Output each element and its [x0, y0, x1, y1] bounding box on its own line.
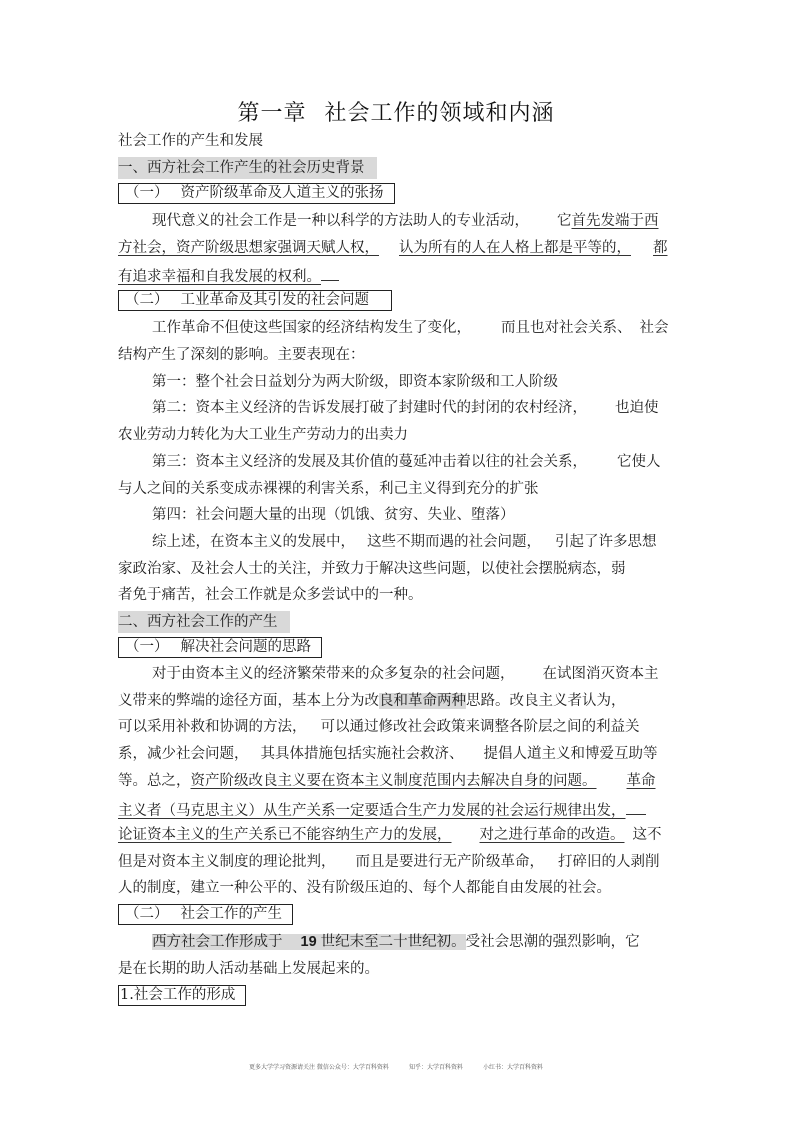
- chapter-title: [0, 96, 792, 127]
- list-item: 第二：资本主义经济的告诉发展打破了封建时代的封闭的农村经济， 也迫使: [152, 400, 659, 416]
- paragraph-line: 者免于痛苦，社会工作就是众多尝试中的一种。: [118, 587, 423, 603]
- list-item: 第一：整个社会日益划分为两大阶级，即资本家阶级和工人阶级: [152, 374, 558, 390]
- paragraph-line: 等。总之，资产阶级改良主义要在资本主义制度范围内去解决自身的问题。 革命: [118, 773, 656, 789]
- paragraph-line: 现代意义的社会工作是一种以科学的方法助人的专业活动， 它首先发端于西: [152, 213, 659, 229]
- footer-note: 更多大学学习资源请关注 微信公众号：大学百科资料 知乎：大学百科资料 小红书：大学百科资料: [249, 1064, 543, 1071]
- paragraph-line: 系，减少社会问题， 其具体措施包括实施社会救济、 提倡人道主义和博爱互助等: [118, 746, 658, 762]
- list-item-cont: 与人之间的关系变成赤裸裸的利害关系，利己主义得到充分的扩张: [118, 481, 539, 497]
- paragraph-line: 义带来的弊端的途径方面，基本上分为改良和革命两种思路。改良主义者认为，: [118, 693, 626, 709]
- list-item: 第四：社会问题大量的出现（饥饿、贫穷、失业、堕落）: [152, 507, 515, 523]
- section1-sub1-heading: （一） 资产阶级革命及人道主义的张扬: [118, 183, 674, 204]
- chapter-number: 第一章: [237, 101, 307, 126]
- paragraph-line: 家政治家、及社会人士的关注，并致力于解决这些问题，以使社会摆脱病态，弱: [118, 561, 626, 577]
- paragraph-line: 对于由资本主义的经济繁荣带来的众多复杂的社会问题， 在试图消灭资本主: [152, 666, 659, 682]
- paragraph-line: 论证资本主义的生产关系已不能容纳生产力的发展， 对之进行革命的改造。 这不: [118, 827, 662, 843]
- paragraph-line: 结构产生了深刻的影响。主要表现在：: [118, 347, 365, 363]
- list-item: 第三：资本主义经济的发展及其价值的蔓延冲击着以往的社会关系， 它使人: [152, 454, 661, 470]
- section2-sub2-heading: （二） 社会工作的产生: [118, 904, 674, 925]
- paragraph-line: 但是对资本主义制度的理论批判， 而且是要进行无产阶级革命， 打碎旧的人剥削: [118, 854, 660, 870]
- section1-heading: 一、西方社会工作产生的社会历史背景: [118, 157, 674, 179]
- paragraph-line: 西方社会工作形成于 19 世纪末至二十世纪初。受社会思潮的强烈影响，它: [152, 934, 640, 950]
- paragraph-line: 可以采用补救和协调的方法， 可以通过修改社会政策来调整各阶层之间的利益关: [118, 719, 640, 735]
- paragraph-line: 有追求幸福和自我发展的权利。: [118, 264, 674, 287]
- paragraph-line: 综上述，在资本主义的发展中， 这些不期而遇的社会问题， 引起了许多思想: [152, 534, 657, 550]
- paragraph-line: 方社会，资产阶级思想家强调天赋人权， 认为所有的人在人格上都是平等的， 都: [118, 240, 668, 256]
- section2-sub3-heading: 1.社会工作的形成: [118, 985, 674, 1006]
- section2-heading: 二、西方社会工作的产生: [118, 611, 674, 633]
- paragraph-line: 工作革命不但使这些国家的经济结构发生了变化， 而且也对社会关系、 社会: [152, 320, 669, 336]
- section1-sub2-heading: （二） 工业革命及其引发的社会问题: [118, 290, 674, 311]
- section2-sub1-heading: （一） 解决社会问题的思路: [118, 637, 674, 658]
- intro-heading: 社会工作的产生和发展: [118, 133, 263, 149]
- paragraph-line: 主义者（马克思主义）从生产关系一定要适合生产力发展的社会运行规律出发，: [118, 798, 674, 821]
- list-item-cont: 农业劳动力转化为大工业生产劳动力的出卖力: [118, 427, 408, 443]
- paragraph-line: 人的制度，建立一种公平的、没有阶级压迫的、每个人都能自由发展的社会。: [118, 880, 611, 896]
- paragraph-line: 是在长期的助人活动基础上发展起来的。: [118, 961, 379, 977]
- chapter-name: 社会工作的领域和内涵: [324, 101, 555, 126]
